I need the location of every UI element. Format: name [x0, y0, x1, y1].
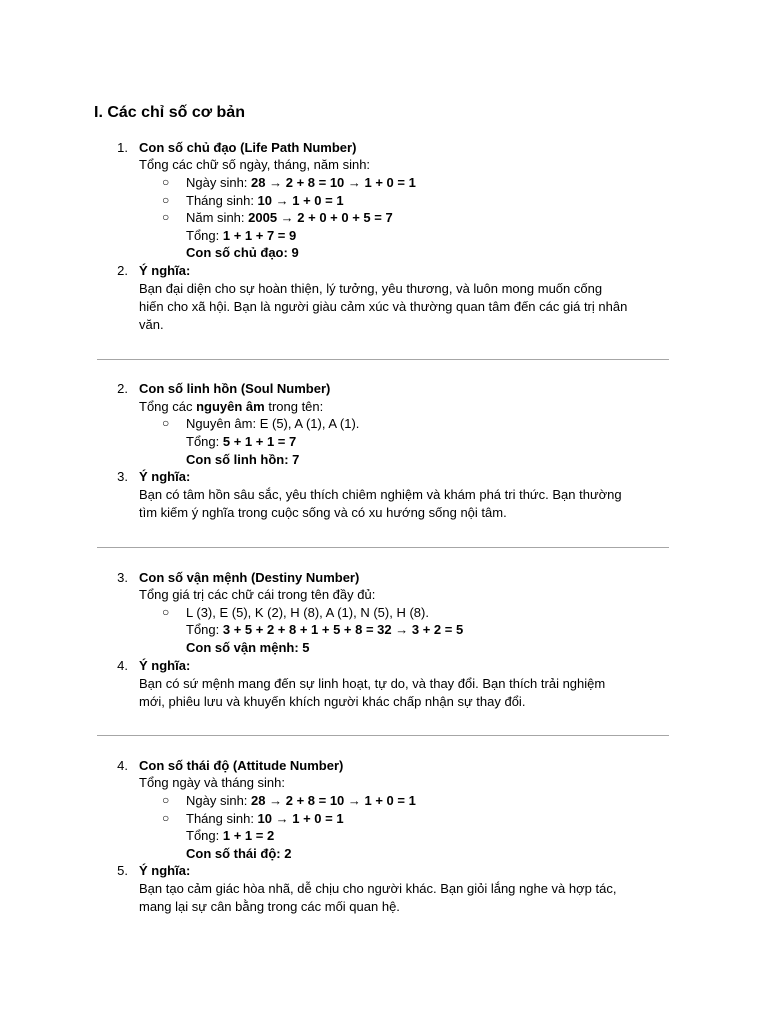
list-item: Tháng sinh: 10 → 1 + 0 = 1: [186, 193, 344, 208]
page-heading: I. Các chỉ số cơ bản: [94, 104, 245, 121]
list-item: Ngày sinh: 28 → 2 + 8 = 10 → 1 + 0 = 1: [186, 793, 416, 808]
list-number: 4.: [117, 758, 128, 773]
meaning-text: Bạn đại diện cho sự hoàn thiện, lý tưởng, yêu thương, và luôn mong muốn cống: [139, 281, 603, 296]
total-line: Tổng: 1 + 1 = 2: [186, 828, 275, 843]
total-line: Tổng: 5 + 1 + 1 = 7: [186, 434, 297, 449]
meaning-text: Bạn có sứ mệnh mang đến sự linh hoạt, tự do, và thay đổi. Bạn thích trải nghiệm: [139, 676, 606, 691]
list-item: Ngày sinh: 28 → 2 + 8 = 10 → 1 + 0 = 1: [186, 175, 416, 190]
total-line: Tổng: 3 + 5 + 2 + 8 + 1 + 5 + 8 = 32 → 3 + 2 = 5: [186, 622, 464, 637]
section-intro: Tổng ngày và tháng sinh:: [139, 775, 285, 790]
bullet-circle-icon: ○: [162, 175, 170, 189]
section-intro: Tổng các nguyên âm trong tên:: [139, 399, 324, 414]
section-title: Con số linh hồn (Soul Number): [139, 381, 331, 396]
meaning-text: hiến cho xã hội. Bạn là người giàu cảm xúc và thường quan tâm đến các giá trị nhân: [139, 299, 628, 314]
list-number: 4.: [117, 658, 128, 673]
total-line: Tổng: 1 + 1 + 7 = 9: [186, 228, 297, 243]
section-intro: Tổng các chữ số ngày, tháng, năm sinh:: [139, 157, 371, 172]
meaning-text: mới, phiêu lưu và khuyến khích người khác chấp nhận sự thay đổi.: [139, 694, 526, 709]
list-number: 2.: [117, 381, 128, 396]
meaning-title: Ý nghĩa:: [139, 658, 191, 673]
meaning-text: tìm kiếm ý nghĩa trong cuộc sống và có xu hướng sống nội tâm.: [139, 505, 507, 520]
list-number: 1.: [117, 140, 128, 155]
result-line: Con số chủ đạo: 9: [186, 245, 299, 260]
list-item: L (3), E (5), K (2), H (8), A (1), N (5), H (8).: [186, 605, 429, 620]
section-title: Con số chủ đạo (Life Path Number): [139, 140, 357, 155]
meaning-text: mang lại sự cân bằng trong các mối quan hệ.: [139, 899, 400, 914]
list-number: 3.: [117, 469, 128, 484]
list-number: 3.: [117, 570, 128, 585]
bullet-circle-icon: ○: [162, 193, 170, 207]
divider: [97, 547, 669, 548]
bullet-circle-icon: ○: [162, 210, 170, 224]
section-intro: Tổng giá trị các chữ cái trong tên đầy đủ:: [139, 587, 376, 602]
section-title: Con số vận mệnh (Destiny Number): [139, 570, 360, 585]
list-item: Tháng sinh: 10 → 1 + 0 = 1: [186, 811, 344, 826]
result-line: Con số linh hồn: 7: [186, 452, 300, 467]
divider: [97, 735, 669, 736]
divider: [97, 359, 669, 360]
meaning-text: văn.: [139, 317, 164, 332]
bullet-circle-icon: ○: [162, 416, 170, 430]
result-line: Con số thái độ: 2: [186, 846, 292, 861]
list-item: Nguyên âm: E (5), A (1), A (1).: [186, 416, 360, 431]
meaning-text: Bạn tạo cảm giác hòa nhã, dễ chịu cho người khác. Bạn giỏi lắng nghe và hợp tác,: [139, 881, 617, 896]
bullet-circle-icon: ○: [162, 605, 170, 619]
result-line: Con số vận mệnh: 5: [186, 640, 310, 655]
section-title: Con số thái độ (Attitude Number): [139, 758, 344, 773]
list-number: 5.: [117, 863, 128, 878]
list-number: 2.: [117, 263, 128, 278]
list-item: Năm sinh: 2005 → 2 + 0 + 0 + 5 = 7: [186, 210, 393, 225]
meaning-text: Bạn có tâm hồn sâu sắc, yêu thích chiêm nghiệm và khám phá tri thức. Bạn thường: [139, 487, 622, 502]
bullet-circle-icon: ○: [162, 811, 170, 825]
meaning-title: Ý nghĩa:: [139, 863, 191, 878]
bullet-circle-icon: ○: [162, 793, 170, 807]
meaning-title: Ý nghĩa:: [139, 469, 191, 484]
meaning-title: Ý nghĩa:: [139, 263, 191, 278]
